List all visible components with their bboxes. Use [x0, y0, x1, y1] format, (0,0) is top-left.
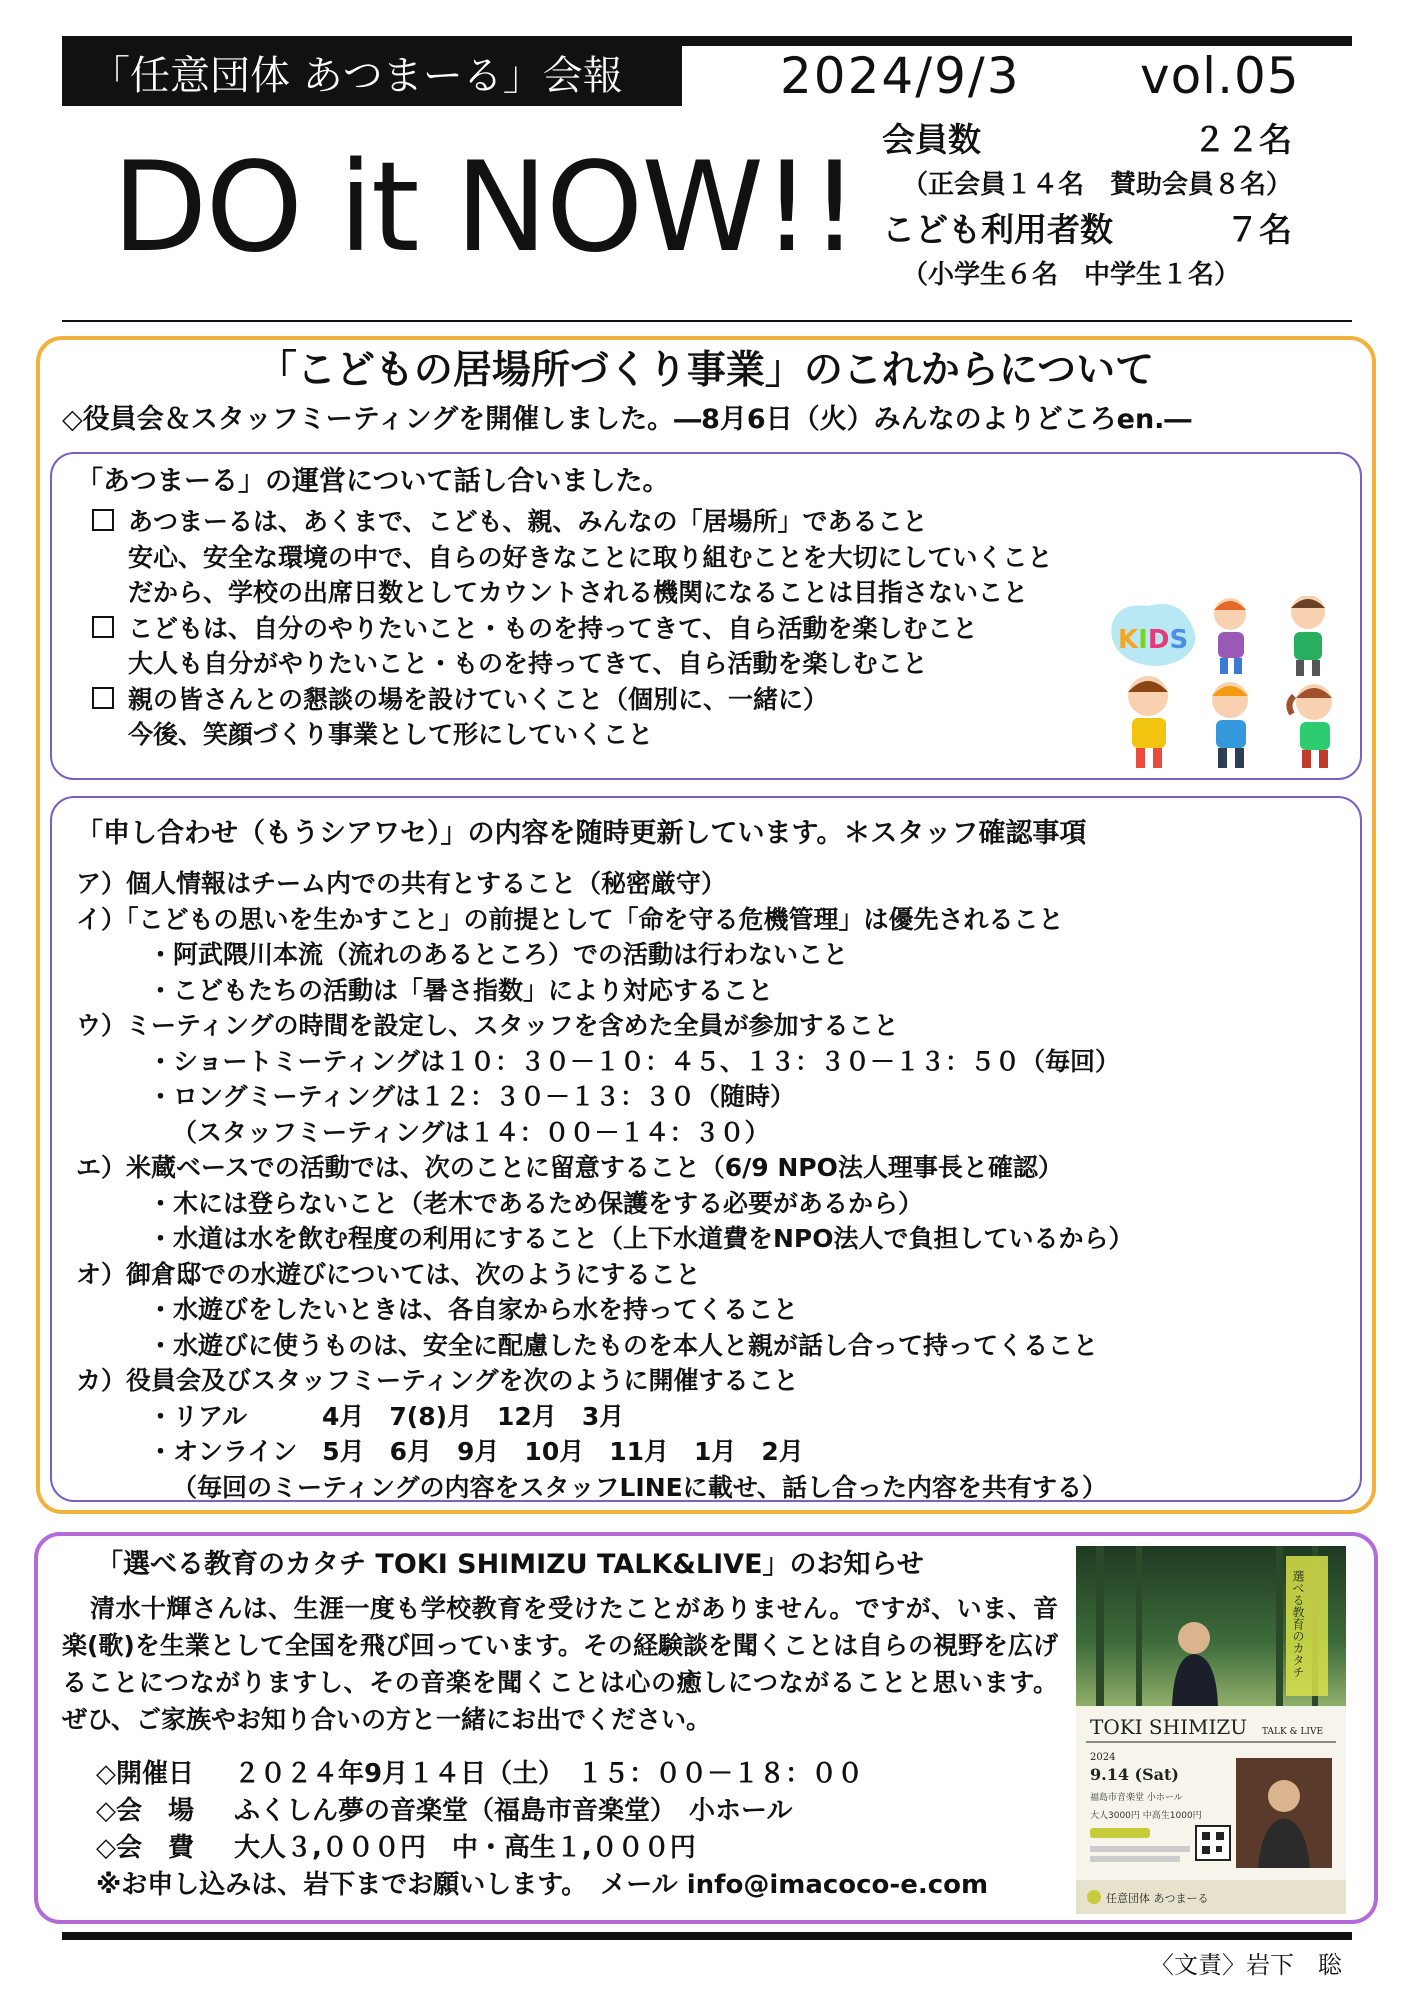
- event-details: [96, 1756, 988, 1904]
- checkbox-icon: [92, 509, 114, 531]
- list-item: エ）米蔵ベースでの活動では、次のことに留意すること（6/9 NPO法人理事長と確認）: [76, 1153, 1063, 1182]
- members-count: ２２名: [1193, 120, 1292, 159]
- members-row: [882, 116, 1322, 164]
- list-item: ・ロングミーティングは１２：３０－１３：３０（随時）: [148, 1082, 796, 1111]
- list-item: ・ショートミーティングは１０：３０－１０：４５、１３：３０－１３：５０（毎回）: [148, 1046, 1121, 1076]
- event-venue-value: ふくしん夢の音楽堂（福島市音楽堂） 小ホール: [234, 1796, 793, 1826]
- event-date-label: ◇開催日: [96, 1759, 194, 1789]
- event-venue-label: ◇会 場: [96, 1796, 194, 1826]
- list-item: ウ）ミーティングの時間を設定し、スタッフを含めた全員が参加すること: [76, 1011, 899, 1040]
- checkbox-icon: [92, 616, 114, 638]
- poster-name: TOKI SHIMIZU: [1090, 1715, 1248, 1739]
- poster-name-sub: TALK & LIVE: [1262, 1727, 1324, 1737]
- list-item: 大人も自分がやりたいこと・ものを持ってきて、自ら活動を楽しむこと: [128, 649, 928, 678]
- list-item: ・木には登らないこと（老木であるため保護をする必要があるから）: [148, 1188, 924, 1218]
- event-apply-note: ※お申し込みは、岩下までお願いします。 メール info@imacoco-e.com: [96, 1870, 989, 1900]
- issue-volume: vol.05: [1140, 47, 1300, 105]
- kids-badge: KIDS: [1118, 625, 1189, 655]
- children-detail: （小学生６名 中学生１名）: [902, 260, 1241, 290]
- list-item: あつまーるは、あくまで、こども、親、みんなの「居場所」であること: [92, 504, 1053, 540]
- poster-vertical-text: 選べる教育のカタチ: [1291, 1570, 1305, 1678]
- issue-date: 2024/9/3: [780, 47, 1021, 105]
- list-item: ・リアル 4月 7(8)月 12月 3月: [148, 1401, 625, 1431]
- list-item: イ）「こどもの思いを生かすこと」の前提として「命を守る危機管理」は優先されること: [76, 904, 1064, 934]
- author-credit: 〈文責〉岩下 聡: [1150, 1951, 1342, 1979]
- event-date-row: [96, 1756, 988, 1793]
- header-divider: [62, 320, 1352, 322]
- poster-venue: 福島市音楽堂 小ホール: [1090, 1793, 1183, 1803]
- list-item: だから、学校の出席日数としてカウントされる機関になることは目指さないこと: [128, 578, 1029, 607]
- event-title: 「選べる教育のカタチ TOKI SHIMIZU TALK&LIVE」のお知らせ: [96, 1549, 924, 1580]
- list-item: ア）個人情報はチーム内での共有とすること（秘密厳守）: [76, 869, 727, 898]
- bottom-rule: [62, 1932, 1352, 1940]
- event-date-value: ２０２４年9月１４日（土） １５：００－１８：００: [234, 1759, 864, 1789]
- operation-list: [92, 504, 1053, 753]
- list-item: （スタッフミーティングは１４：００－１４：３０）: [172, 1117, 770, 1147]
- children-label: こども利用者数: [882, 210, 1113, 249]
- agreements-list: [76, 866, 1134, 1505]
- members-detail: （正会員１４名 賛助会員８名）: [902, 170, 1293, 200]
- list-item: （毎回のミーティングの内容をスタッフLINEに載せ、話し合った内容を共有する）: [172, 1472, 1107, 1502]
- event-poster: [1076, 1546, 1346, 1914]
- list-item: ・水遊びに使うものは、安全に配慮したものを本人と親が話し合って持ってくること: [148, 1330, 1099, 1360]
- newsletter-tagline: 「任意団体 あつまーる」会報: [62, 46, 682, 106]
- newsletter-title: DO it NOW!!: [112, 136, 858, 280]
- section-subtitle: ◇役員会＆スタッフミーティングを開催しました。―8月6日（火）みんなのよりどころen.―: [62, 404, 1192, 435]
- poster-year: 2024: [1090, 1752, 1116, 1763]
- event-fee-row: [96, 1830, 988, 1867]
- membership-stats: [882, 116, 1322, 296]
- list-item: ・阿武隈川本流（流れのあるところ）での活動は行わないこと: [148, 940, 849, 969]
- top-rule: [62, 36, 1352, 46]
- section-title: 「こどもの居場所づくり事業」のこれからについて: [257, 348, 1155, 393]
- poster-date: 9.14 (Sat): [1090, 1765, 1179, 1784]
- event-fee-value: 大人３,０００円 中・高生１,０００円: [234, 1833, 696, 1863]
- kids-illustration: [1108, 596, 1358, 776]
- event-venue-row: [96, 1793, 988, 1830]
- list-item: こどもは、自分のやりたいこと・ものを持ってきて、自ら活動を楽しむこと: [92, 611, 1053, 647]
- list-item: 安心、安全な環境の中で、自らの好きなことに取り組むことを大切にしていくこと: [128, 542, 1053, 572]
- event-paragraph: 清水十輝さんは、生涯一度も学校教育を受けたことがありません。ですが、いま、音楽(歌)を生業として全国を飛び回っています。その経験談を聞くことは自らの視野を広げることにつながりますし、その音楽を聞くことは心の癒しにつながることと思います。ぜひ、ご家族やお知り合いの方と一緒にお出でください。: [62, 1594, 1058, 1734]
- list-item: オ）御倉邸での水遊びについては、次のようにすること: [76, 1259, 701, 1289]
- poster-price: 大人3000円 中高生1000円: [1090, 1811, 1202, 1821]
- list-item: ・水遊びをしたいときは、各自家から水を持ってくること: [148, 1295, 799, 1324]
- list-item: カ）役員会及びスタッフミーティングを次のように開催すること: [76, 1366, 799, 1395]
- list-item: ・オンライン 5月 6月 9月 10月 11月 1月 2月: [148, 1437, 804, 1466]
- checkbox-icon: [92, 687, 114, 709]
- list-item: 親の皆さんとの懇談の場を設けていくこと（個別に、一緒に）: [92, 682, 1053, 718]
- event-description: [62, 1590, 1058, 1738]
- members-label: 会員数: [882, 120, 981, 159]
- list-item: 今後、笑顔づくり事業として形にしていくこと: [128, 720, 654, 749]
- list-item: ・水道は水を飲む程度の利用にすること（上下水道費をNPO法人で負担しているから）: [148, 1224, 1134, 1253]
- operation-heading: 「あつまーる」の運営について話し合いました。: [76, 466, 670, 497]
- children-row: [882, 206, 1322, 254]
- list-item: ・こどもたちの活動は「暑さ指数」により対応すること: [148, 975, 774, 1005]
- children-count: ７名: [1226, 210, 1292, 249]
- poster-footer: 任意団体 あつまーる: [1106, 1892, 1209, 1905]
- agreements-heading: 「申し合わせ（もうシアワセ）」の内容を随時更新しています。＊スタッフ確認事項: [76, 818, 1087, 849]
- event-fee-label: ◇会 費: [96, 1833, 194, 1863]
